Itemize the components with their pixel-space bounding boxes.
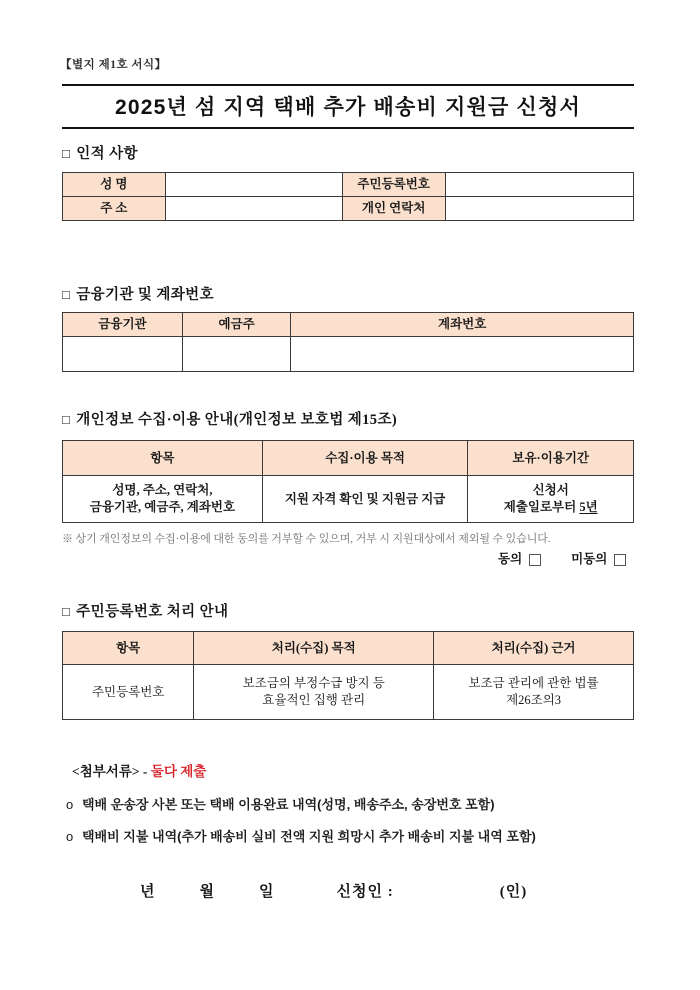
page-title: 2025년 섬 지역 택배 추가 배송비 지원금 신청서 <box>114 96 582 119</box>
bullet-icon: o <box>66 829 74 844</box>
section-heading-rrn-label: 주민등록번호 처리 안내 <box>76 604 229 620</box>
attachments-label: <첨부서류> - <box>72 764 151 779</box>
col-header-account-holder: 예금주 <box>182 313 290 337</box>
table-row <box>63 196 634 220</box>
checkbox-square-icon: □ <box>62 412 71 427</box>
cell-rrn-item: 주민등록번호 <box>63 665 194 720</box>
section-heading-bank <box>62 283 214 304</box>
input-account-number[interactable] <box>291 336 634 371</box>
input-contact[interactable] <box>445 196 633 220</box>
consent-agree-label: 동의 <box>498 552 523 566</box>
col-header-bank: 금융기관 <box>63 313 183 337</box>
table-row <box>63 336 634 371</box>
attachments-heading <box>72 760 206 780</box>
cell-label-contact: 개인 연락처 <box>342 196 445 220</box>
title-rule-bottom <box>62 127 634 129</box>
col-header-privacy-item: 항목 <box>63 441 263 476</box>
rrn-basis-line2: 제26조의3 <box>506 693 562 707</box>
checkbox-square-icon: □ <box>62 287 71 302</box>
privacy-period-duration: 5년 <box>579 500 598 514</box>
col-header-rrn-purpose: 처리(수집) 목적 <box>194 632 434 665</box>
input-account-holder[interactable] <box>182 336 290 371</box>
privacy-item-line2: 금융기관, 예금주, 계좌번호 <box>89 500 236 514</box>
rrn-basis-line1: 보조금 관리에 관한 법률 <box>468 676 599 691</box>
consent-disagree-label: 미동의 <box>571 552 608 566</box>
rrn-purpose-line2: 효율적인 집행 관리 <box>262 693 366 707</box>
cell-privacy-period <box>468 476 634 523</box>
privacy-period-line1: 신청서 <box>532 483 569 498</box>
cell-rrn-basis <box>434 665 634 720</box>
section-heading-rrn <box>62 600 228 621</box>
cell-label-rrn: 주민등록번호 <box>342 173 445 197</box>
applicant-label: 신청인 : <box>336 884 394 900</box>
privacy-consent-table <box>62 440 634 523</box>
signature-line <box>140 880 527 901</box>
day-label: 일 <box>259 884 275 900</box>
cell-privacy-item <box>63 476 263 523</box>
personal-info-table <box>62 172 634 221</box>
col-header-privacy-period: 보유·이용기간 <box>468 441 634 476</box>
checkbox-square-icon: □ <box>62 146 71 161</box>
year-label: 년 <box>140 884 156 900</box>
col-header-account-number: 계좌번호 <box>291 313 634 337</box>
attachment-item-2 <box>66 826 536 845</box>
input-rrn[interactable] <box>445 173 633 197</box>
privacy-note: ※ 상기 개인정보의 수집·이용에 대한 동의를 거부할 수 있으며, 거부 시 지원대상에서 제외될 수 있습니다. <box>62 533 551 545</box>
privacy-period-prefix: 제출일로부터 <box>503 500 580 514</box>
bullet-icon: o <box>66 797 74 812</box>
cell-label-name: 성 명 <box>63 173 166 197</box>
col-header-privacy-purpose: 수집·이용 목적 <box>262 441 468 476</box>
attachment-item-1 <box>66 794 495 813</box>
table-row <box>63 665 634 720</box>
table-header-row <box>63 441 634 476</box>
col-header-rrn-item: 항목 <box>63 632 194 665</box>
table-header-row <box>63 632 634 665</box>
table-row <box>63 173 634 197</box>
input-name[interactable] <box>165 173 342 197</box>
form-number-label: 【별지 제1호 서식】 <box>60 59 167 71</box>
table-row <box>63 476 634 523</box>
col-header-rrn-basis: 처리(수집) 근거 <box>434 632 634 665</box>
cell-label-address: 주 소 <box>63 196 166 220</box>
input-bank[interactable] <box>63 336 183 371</box>
cell-rrn-purpose <box>194 665 434 720</box>
document-title-block <box>62 84 634 129</box>
bank-account-table <box>62 312 634 372</box>
privacy-item-line1: 성명, 주소, 연락처, <box>112 483 213 498</box>
rrn-processing-table <box>62 631 634 720</box>
seal-label: (인) <box>499 884 528 900</box>
month-label: 월 <box>199 884 215 900</box>
attachments-accent: 둘다 제출 <box>150 764 207 779</box>
section-heading-personal <box>62 142 138 163</box>
consent-checkbox-row <box>498 549 630 567</box>
rrn-purpose-line1: 보조금의 부정수급 방지 등 <box>242 676 385 691</box>
section-heading-bank-label: 금융기관 및 계좌번호 <box>76 287 214 303</box>
section-heading-personal-label: 인적 사항 <box>76 146 138 162</box>
checkbox-square-icon: □ <box>62 604 71 619</box>
section-heading-privacy-label: 개인정보 수집·이용 안내(개인정보 보호법 제15조) <box>76 412 398 428</box>
table-header-row <box>63 313 634 337</box>
section-heading-privacy <box>62 408 397 429</box>
cell-privacy-purpose: 지원 자격 확인 및 지원금 지급 <box>262 476 468 523</box>
checkbox-disagree[interactable] <box>614 554 626 566</box>
attachment-item-2-text: 택배비 지불 내역(추가 배송비 실비 전액 지원 희망시 추가 배송비 지불 내역 포함) <box>82 829 536 844</box>
attachment-item-1-text: 택배 운송장 사본 또는 택배 이용완료 내역(성명, 배송주소, 송장번호 포함) <box>82 797 495 812</box>
input-address[interactable] <box>165 196 342 220</box>
checkbox-agree[interactable] <box>529 554 541 566</box>
